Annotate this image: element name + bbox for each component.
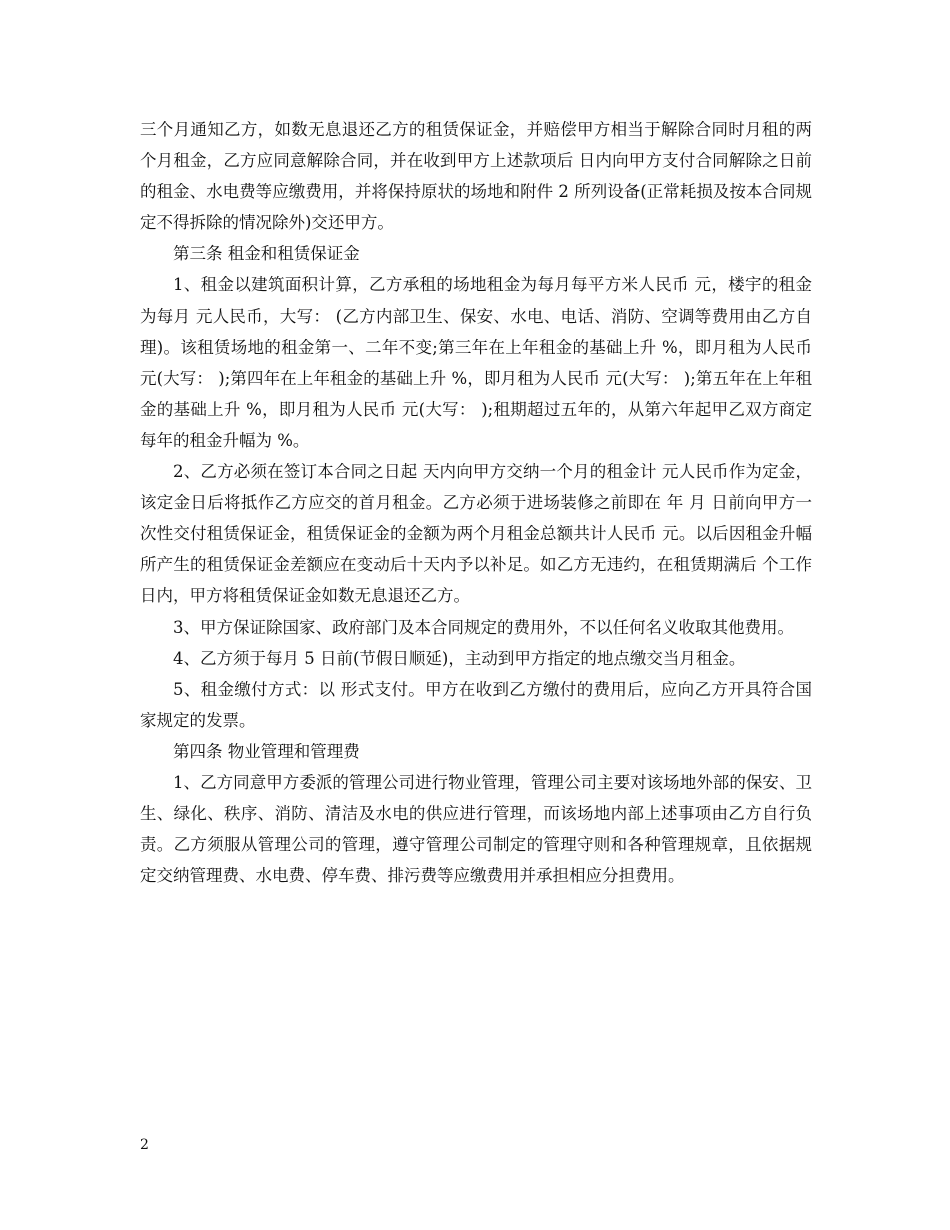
paragraph-deposit: 2、乙方必须在签订本合同之日起 天内向甲方交纳一个月的租金计 元人民币作为定金，该定金日后将抵作乙方应交的首月租金。乙方必须于进场装修之前即在 年 月 日前向甲方一次性交付租赁保证金，租赁保证金的金额为两个月租金总额共计人民币 元。以后因租金升幅所产生的租赁保证金差额应在变动后十天内予以补足。如乙方无违约，在租赁期满后 个工作日内，甲方将租赁保证金如数无息退还乙方。 (140, 462, 812, 606)
heading-article-4: 第四条 物业管理和管理费 (173, 741, 360, 761)
paragraph-rent-calculation: 1、租金以建筑面积计算，乙方承租的场地租金为每月每平方米人民币 元，楼宇的租金为每月 元人民币，大写： (乙方内部卫生、保安、水电、电话、消防、空调等费用由乙方自理)。该租赁场地的租金第一、二年不变;第三年在上年租金的基础上升 %，即月租为人民币 元(大写： );第四年在上年租金的基础上升 %，即月租为人民币 元(大写： );第五年在上年租金的基础上升 %，即月租为人民币 元(大写： );租期超过五年的，从第六年起甲乙双方商定每年的租金升幅为 %。 (140, 275, 812, 450)
paragraph-property-management: 1、乙方同意甲方委派的管理公司进行物业管理，管理公司主要对该场地外部的保安、卫生、绿化、秩序、消防、清洁及水电的供应进行管理，而该场地内部上述事项由乙方自行负责。乙方须服从管理公司的管理，遵守管理公司制定的管理守则和各种管理规章，且依据规定交纳管理费、水电费、停车费、排污费等应缴费用并承担相应分担费用。 (140, 772, 812, 886)
paragraph-no-other-fees: 3、甲方保证除国家、政府部门及本合同规定的费用外，不以任何名义收取其他费用。 (173, 617, 794, 637)
page-number: 2 (140, 1137, 149, 1153)
document-body (140, 114, 812, 891)
heading-article-3: 第三条 租金和租赁保证金 (173, 244, 360, 264)
paragraph-termination-continued: 三个月通知乙方，如数无息退还乙方的租赁保证金，并赔偿甲方相当于解除合同时月租的两个月租金，乙方应同意解除合同，并在收到甲方上述款项后 日内向甲方支付合同解除之日前的租金、水电费等应缴费用，并将保持原状的场地和附件 2 所列设备(正常耗损及按本合同规定不得拆除的情况除外)交还甲方。 (140, 120, 812, 233)
paragraph-payment-method: 5、租金缴付方式：以 形式支付。甲方在收到乙方缴付的费用后，应向乙方开具符合国家规定的发票。 (140, 679, 812, 730)
paragraph-payment-date: 4、乙方须于每月 5 日前(节假日顺延)，主动到甲方指定的地点缴交当月租金。 (173, 648, 746, 668)
